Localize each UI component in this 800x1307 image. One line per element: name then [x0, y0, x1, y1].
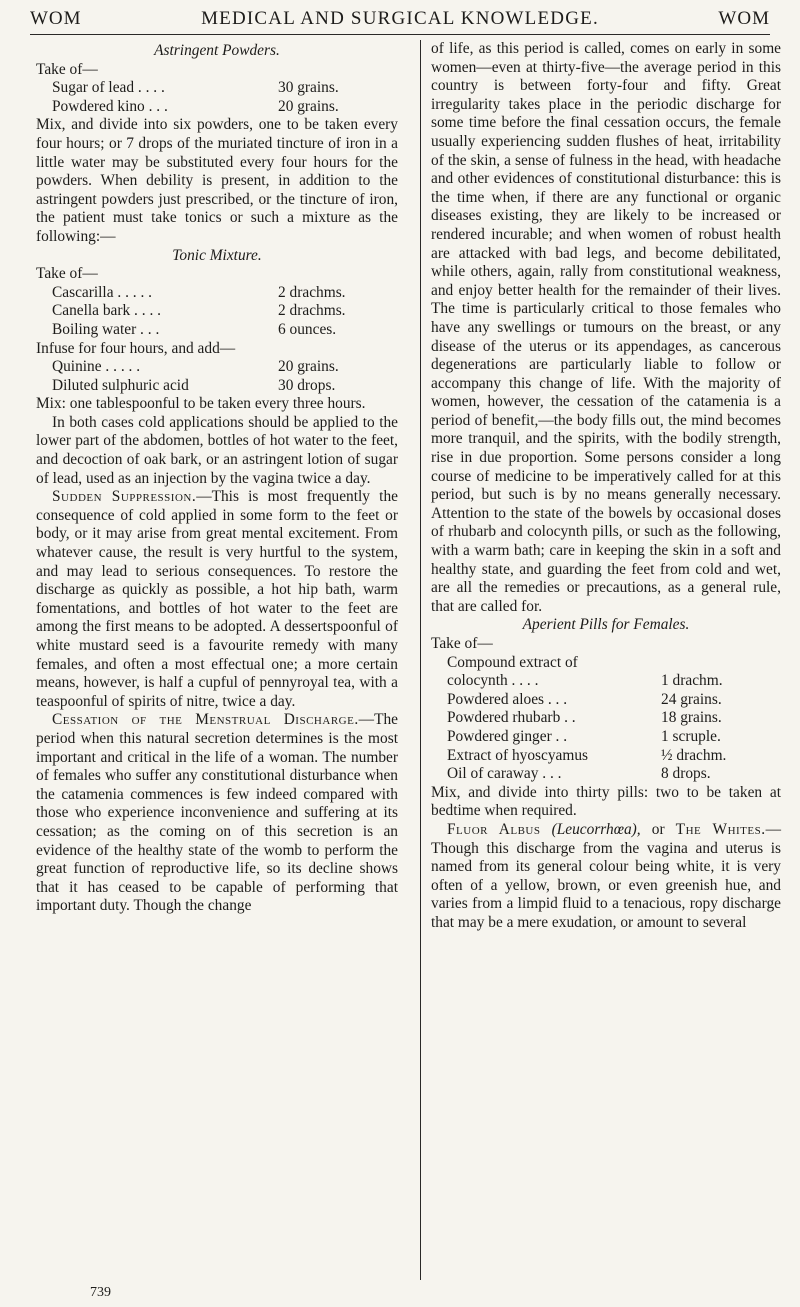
- ingredient: Diluted sulphuric acid: [52, 376, 189, 394]
- section-heading: Cessation of the Menstrual Discharge.: [52, 711, 359, 729]
- tonic-recipe-additions: [36, 358, 398, 395]
- recipe-line: [431, 691, 781, 710]
- quantity: 8 drops.: [661, 765, 711, 783]
- quantity: 20 grains.: [278, 358, 339, 376]
- recipe-line: [431, 709, 781, 728]
- quantity: 6 ounces.: [278, 320, 337, 338]
- conjunction: or: [651, 820, 665, 838]
- recipe-line: [431, 728, 781, 747]
- recipe-line: [36, 321, 398, 340]
- quantity: 20 grains.: [278, 97, 339, 115]
- recipe-line: [36, 377, 398, 396]
- left-column: [36, 42, 398, 916]
- astringent-take-of: Take of—: [36, 60, 98, 78]
- tonic-take-of: Take of—: [36, 265, 98, 283]
- quantity: 2 drachms.: [278, 302, 346, 320]
- quantity: 1 scruple.: [661, 727, 721, 745]
- quantity: 30 grains.: [278, 79, 339, 97]
- section-text: —This is most frequently the consequence of cold applied in some form to the feet or body, or it may arise from great mental excitement. From whatever cause, the result is very hurtful to the system, and may lead to serious consequences. To restore the discharge as quickly as possible, a hot hip bath, warm fomentations, and bottles of hot water to the feet are among the first means to be adopted. A dessertspoonful of white mustard seed is a favourite remedy with many females, and often a most effectual one; a more certain means, however, is half a cupful of pennyroyal tea, with a teaspoonful of spirits of nitre, twice a day.: [36, 488, 398, 710]
- page-number: 739: [90, 1285, 111, 1300]
- quantity: ½ drachm.: [661, 746, 727, 764]
- tonic-recipe: [36, 284, 398, 340]
- recipe-line: [36, 98, 398, 117]
- ingredient: Canella bark . . . .: [52, 302, 161, 320]
- astringent-powders-heading: Astringent Powders.: [154, 42, 280, 59]
- quantity: 30 drops.: [278, 376, 336, 394]
- ingredient: Powdered ginger . .: [447, 727, 568, 745]
- ingredient: Cascarilla . . . . .: [52, 283, 153, 301]
- tonic-directions: Mix: one tablespoonful to be taken every three hours.: [36, 395, 366, 413]
- section-heading-alt: The Whites.: [675, 820, 766, 838]
- ingredient: Oil of caraway . . .: [447, 765, 562, 783]
- sudden-suppression-paragraph: [36, 488, 398, 711]
- recipe-line: [36, 79, 398, 98]
- recipe-line: [431, 765, 781, 784]
- astringent-directions: Mix, and divide into six powders, one to be taken every four hours; or 7 drops of the muriated tincture of iron in a little water may be substituted every four hours for the powders. When debility is present, in addition to the astringent powders just prescribed, or the tincture of iron, the patient must take tonics or such a mixture as the following:—: [36, 116, 398, 245]
- quantity: 2 drachms.: [278, 283, 346, 301]
- recipe-line: [431, 747, 781, 766]
- quantity: 1 drachm.: [661, 672, 723, 690]
- recipe-line: [431, 672, 781, 691]
- running-head-title: MEDICAL AND SURGICAL KNOWLEDGE.: [201, 8, 599, 29]
- recipe-line: [36, 358, 398, 377]
- ingredient: colocynth . . . .: [447, 672, 539, 690]
- recipe-line: [431, 654, 781, 673]
- recipe-line: [36, 302, 398, 321]
- section-text: —The period when this natural secretion determines is the most important and critical in the life of a woman. The number of females who suffer any constitutional disturbance when the catamenia commences is few indeed compared with those who experience inconvenience and suffering at its cessation; as the coming on of this secretion is an evidence of the healthy state of the womb to perform the great function of reproductive life, so its decline shows that it has ceased to be capable of performing that important duty. Though the change: [36, 711, 398, 915]
- ingredient: Compound extract of: [447, 653, 578, 671]
- continuation-paragraph: of life, as this period is called, comes on early in some women—even at thirty-five—the average period in this country is between forty-four and fifty. Great irregularity takes place in the periodic discharge for some time before the final cessation occurs, the female usually experiencing sudden flushes of heat, irritability of the skin, a sense of fulness in the head, with headache and other evidences of constitutional disturbance: this is the time when, if there are any functional or organic diseases existing, they are likely to be increased or rendered incurable; and when women of robust health are attacked with bad legs, and become debilitated, while others, again, rally from constitutional weakness, and enjoy better health for the remainder of their lives. The time is particularly critical to those females who have any swellings or tumours on the breast, or any disease of the uterus or its appendages, as cancerous degenerations are particularly liable to follow or accompany this change of life. With the majority of women, however, the cessation of the catamenia is a period of benefit,—the body fills out, the mind becomes more tranquil, and the spirits, with the bodily strength, rise in due proportion. Some persons consider a long course of medicine to be imperatively called for at this period, but such is by no means generally necessary. Attention to the state of the bowels by occasional doses of rhubarb and colocynth pills, or such as the following, with a warm bath; care in keeping the skin in a soft and healthy state, and guarding the feet from cold and wet, are all the remedies or precautions, as a general rule, that are called for.: [431, 40, 781, 615]
- aperient-recipe: [431, 654, 781, 784]
- ingredient: Quinine . . . . .: [52, 358, 141, 376]
- ingredient: Powdered aloes . . .: [447, 690, 568, 708]
- aperient-take-of: Take of—: [431, 635, 493, 652]
- ingredient: Sugar of lead . . . .: [52, 79, 165, 97]
- ingredient: Powdered rhubarb . .: [447, 709, 576, 727]
- right-column: [420, 40, 781, 1280]
- quantity: 24 grains.: [661, 690, 722, 708]
- astringent-recipe: [36, 79, 398, 116]
- tonic-infuse: Infuse for four hours, and add—: [36, 339, 236, 357]
- running-head: [30, 4, 770, 35]
- aperient-pills-heading: Aperient Pills for Females.: [522, 616, 690, 634]
- aperient-directions: Mix, and divide into thirty pills: two to be taken at bedtime when required.: [431, 783, 781, 820]
- cold-applications-paragraph: In both cases cold applications should be applied to the lower part of the abdomen, bottles of hot water to the feet, and decoction of oak bark, or an astringent lotion of sugar of lead, used as an injection by the vagina twice a day.: [36, 413, 398, 487]
- tonic-mixture-heading: Tonic Mixture.: [172, 246, 262, 264]
- fluor-albus-paragraph: [431, 821, 781, 933]
- ingredient: Extract of hyoscyamus: [447, 746, 589, 764]
- quantity: [661, 654, 781, 673]
- running-head-right: WOM: [718, 8, 770, 29]
- quantity: 18 grains.: [661, 709, 722, 727]
- section-heading: Sudden Suppression.: [52, 488, 197, 506]
- recipe-line: [36, 284, 398, 303]
- running-head-left: WOM: [30, 8, 82, 29]
- ingredient: Powdered kino . . .: [52, 97, 168, 115]
- latin-term: (Leucorrhœa),: [551, 820, 641, 838]
- ingredient: Boiling water . . .: [52, 320, 160, 338]
- section-heading: Fluor Albus: [447, 820, 541, 838]
- cessation-paragraph: [36, 711, 398, 916]
- section-text: —Though this discharge from the vagina and uterus is named from its general colour being white, it is very often of a yellow, brown, or even greenish hue, and varies from a limpid fluid to a tenacious, ropy discharge that may be a mere exudation, or amount to several: [431, 820, 781, 931]
